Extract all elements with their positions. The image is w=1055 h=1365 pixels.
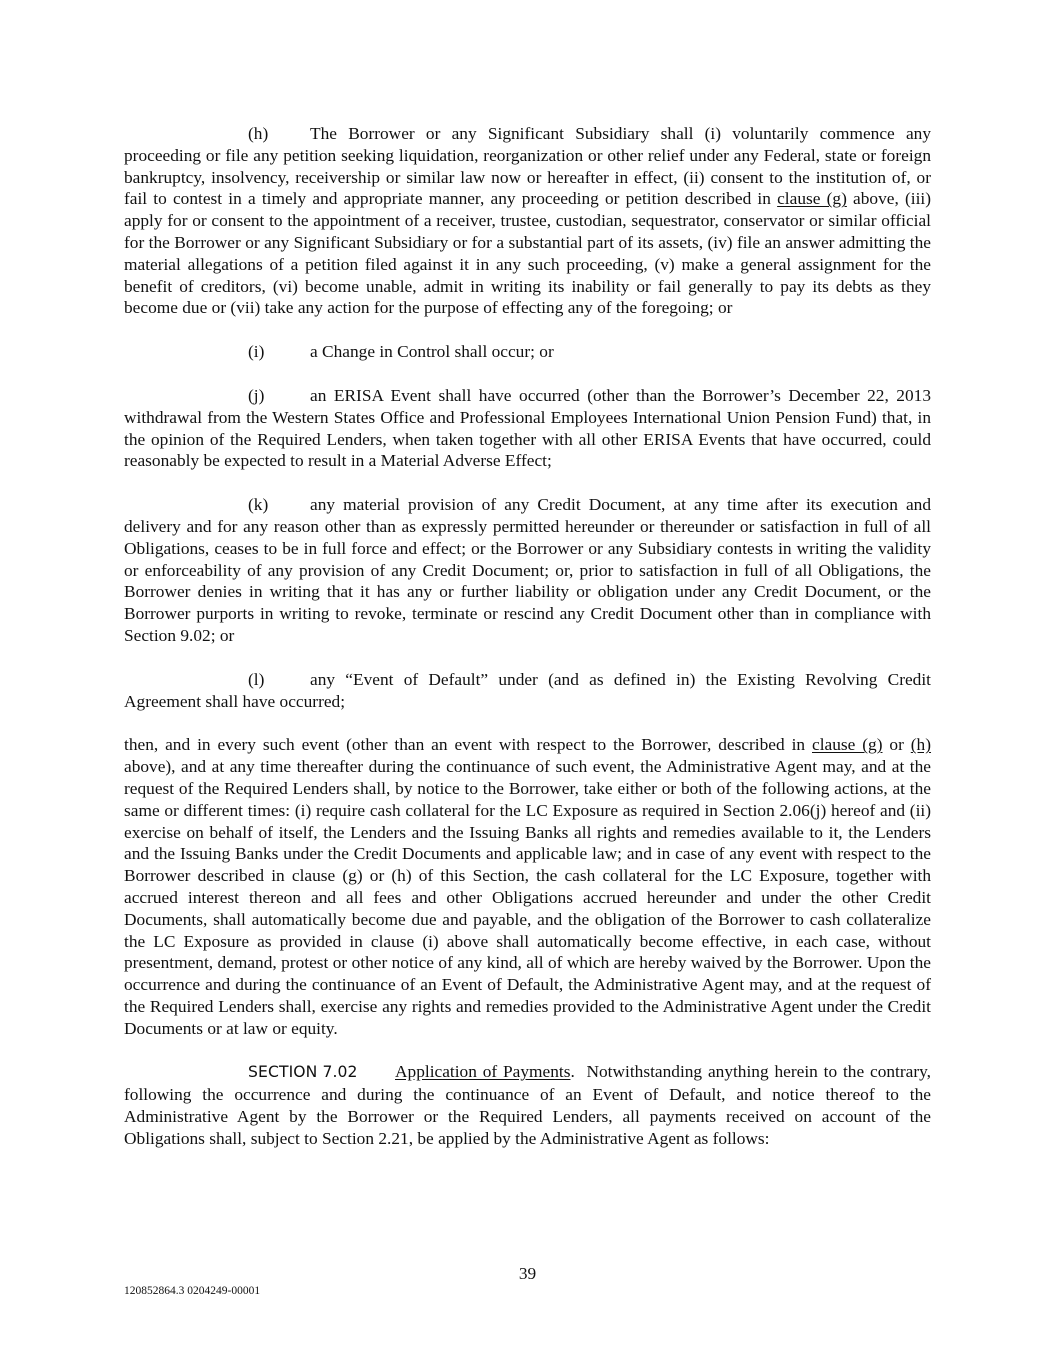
paragraph-text: then, and in every such event (other than an event with respect to the Borrower, described in — [124, 735, 806, 755]
section-number: SECTION 7.02 — [248, 1063, 358, 1082]
paragraph-text: a Change in Control shall occur; or — [310, 342, 554, 362]
paragraph-text: above), and at any time thereafter during the continuance of such event, the Administrative Agent may, and at the request of the Required Lenders shall, by notice to the Borrower, take either or both of the following actions, at the same or different times: (i) require cash collateral for the LC Exposure as required in Section 2.06(j) hereof and (ii) exercise on behalf of itself, the Lenders and the Issuing Banks all rights and remedies available to it, the Lenders and the Issuing Banks under the Credit Documents and applicable law; and in case of any event with respect to the Borrower described in clause (g) or (h) of this Section, the cash collateral for the LC Exposure, together with accrued interest thereon and all fees and other Obligations accrued hereunder and under the other Credit Documents, shall automatically become due and payable, and the obligation of the Borrower to cash collateralize the LC Exposure as provided in clause (i) above shall automatically become effective, in each case, without presentment, demand, protest or other notice of any kind, all of which are hereby waived by the Borrower. Upon the occurrence and during the continuance of an Event of Default, the Administrative Agent may, and at the request of the Required Lenders shall, exercise any rights and remedies provided to the Administrative Agent under the Credit Documents or at law or equity. — [124, 757, 931, 1038]
clause-g-reference: clause (g) — [812, 735, 883, 755]
paragraph-label: (k) — [248, 495, 269, 515]
paragraph-k — [124, 494, 931, 647]
clause-h-reference: (h) — [910, 735, 932, 755]
paragraph-text: an ERISA Event shall have occurred (other than the Borrower’s December 22, 2013 withdrawal from the Western States Office and Professional Employees International Union Pension Fund) that, in the opinion of the Required Lenders, when taken together with all other ERISA Events that have occurred, could reasonably be expected to result in a Material Adverse Effect; — [124, 385, 931, 471]
paragraph-l — [124, 669, 931, 713]
paragraph-text: or — [889, 735, 904, 755]
section-title-period: . — [570, 1062, 575, 1082]
paragraph-label: (i) — [248, 342, 265, 362]
paragraph-then — [124, 734, 931, 1039]
paragraph-text: any “Event of Default” under (and as defined in) the Existing Revolving Credit Agreement shall have occurred; — [124, 669, 931, 711]
paragraph-text: The Borrower or any Significant Subsidiary shall (i) voluntarily commence any proceeding or file any petition seeking liquidation, reorganization or other relief under any Federal, state or foreign bankruptcy, insolvency, receivership or similar law now or hereafter in effect, (ii) consent to the institution of, or fail to contest in a timely and appropriate manner, any proceeding or petition described in — [124, 124, 931, 209]
section-title: Application of Payments — [395, 1062, 571, 1082]
paragraph-j — [124, 385, 931, 472]
paragraph-h — [124, 123, 931, 319]
clause-g-reference: clause (g) — [777, 189, 847, 209]
paragraph-label: (h) — [248, 124, 269, 143]
document-id: 120852864.3 0204249-00001 — [124, 1285, 261, 1297]
paragraph-i — [124, 341, 931, 363]
section-7-02 — [124, 1061, 931, 1149]
paragraph-text: above, (iii) apply for or consent to the appointment of a receiver, trustee, custodian, sequestrator, conservator or similar official for the Borrower or any Significant Subsidiary or for a substantial part of its assets, (iv) file an answer admitting the material allegations of a petition filed against it in any such proceeding, (v) make a general assignment for the benefit of creditors, (vi) become unable, admit in writing its inability or fail generally to pay its debts as they become due or (vii) take any action for the purpose of effecting any of the foregoing; or — [124, 189, 931, 318]
paragraph-text: any material provision of any Credit Document, at any time after its execution and delivery and for any reason other than as expressly permitted hereunder or thereunder or satisfaction in full of all Obligations, ceases to be in full force and effect; or the Borrower or any Subsidiary contests in writing the validity or enforceability of any provision of any Credit Document; or, prior to satisfaction in full of all Obligations, the Borrower denies in writing that it has any or further liability or obligation under any Credit Document, or the Borrower purports in writing to revoke, terminate or rescind any Credit Document other than in compliance with Section 9.02; or — [124, 495, 931, 645]
page-number: 39 — [518, 1264, 537, 1283]
paragraph-label: (j) — [248, 385, 265, 405]
document-body — [124, 123, 931, 1150]
paragraph-label: (l) — [248, 669, 265, 689]
paragraph-text: Notwithstanding anything herein to the contrary, following the occurrence and during the continuance of an Event of Default, and notice thereof to the Administrative Agent by the Borrower or the Required Lenders, all payments received on account of the Obligations shall, subject to Section 2.21, be applied by the Administrative Agent as follows: — [124, 1062, 931, 1148]
